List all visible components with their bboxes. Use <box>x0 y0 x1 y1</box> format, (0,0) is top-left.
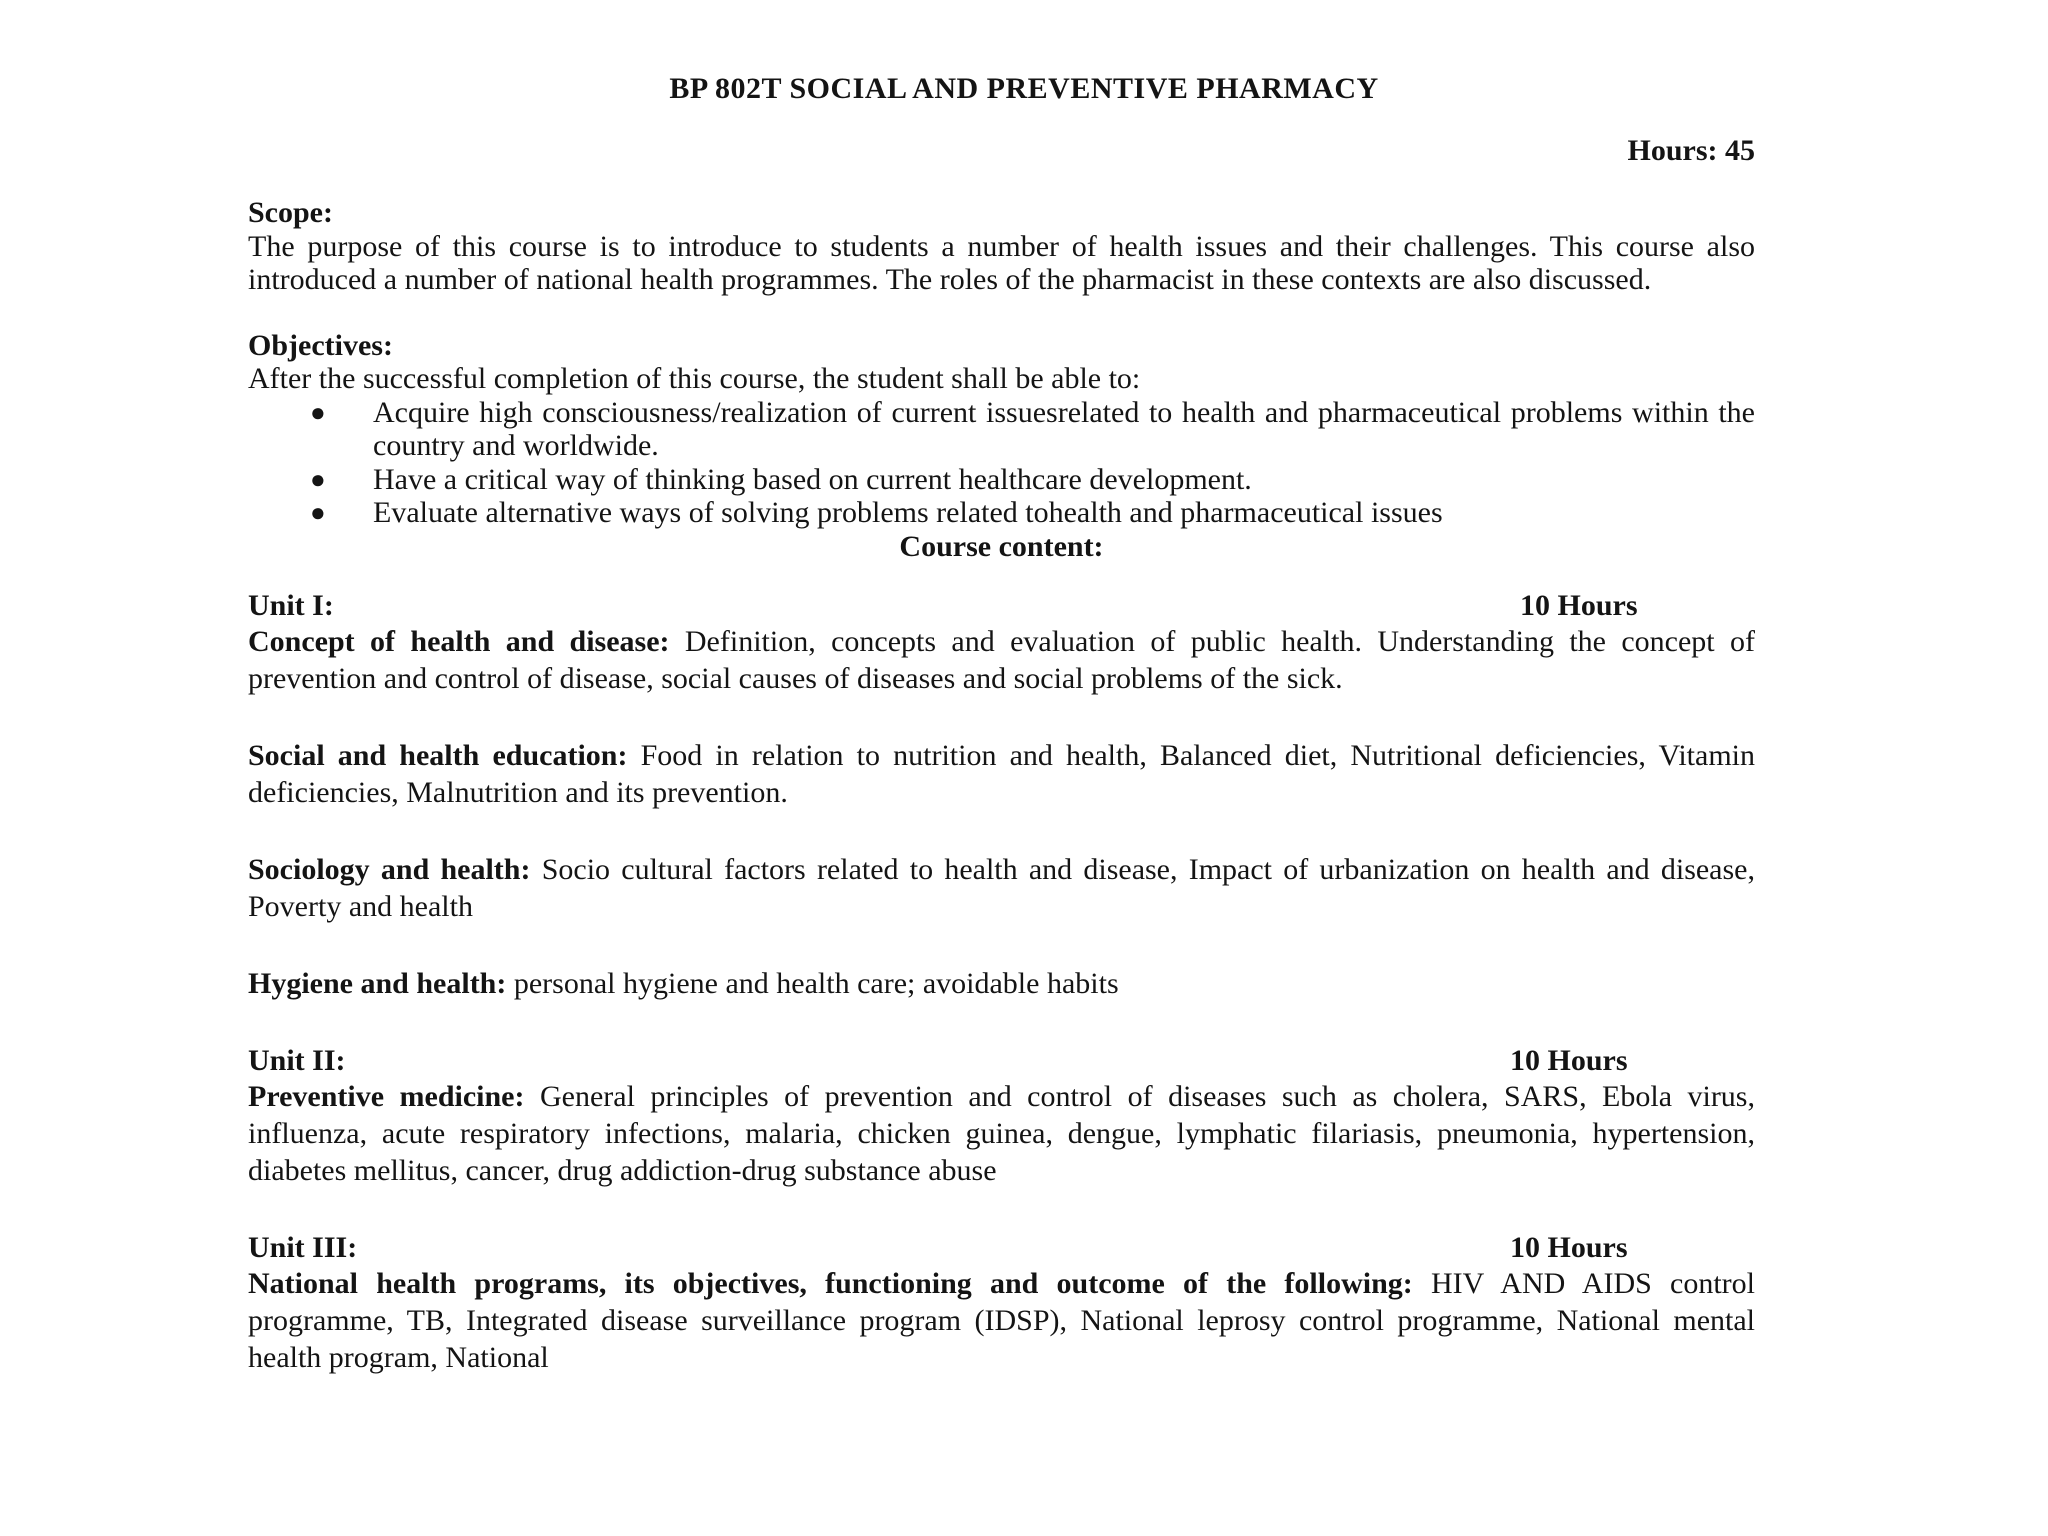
topic-text: HIV AND AIDS control programme, TB, Integrated disease surveillance program (IDSP), National leprosy control programme, National mental health program, National <box>248 1267 1756 1374</box>
scope-text: The purpose of this course is to introduce to students a number of health issues and their challenges. This course also introduced a number of national health programmes. The roles of the pharmacist in these contexts are also discussed. <box>248 229 1755 296</box>
unit-header <box>248 585 1755 623</box>
topic-lead: National health programs, its objectives, functioning and outcome of the following: <box>248 1267 1413 1300</box>
document-body <box>248 196 1755 1376</box>
unit-hours: 10 Hours <box>1520 589 1638 622</box>
objective-item <box>248 496 1755 530</box>
unit-hours: 10 Hours <box>1510 1231 1628 1264</box>
objectives-intro: After the successful completion of this course, the student shall be able to: <box>248 362 1141 395</box>
topic-paragraph <box>248 965 1755 1002</box>
topic-paragraph <box>248 1265 1755 1376</box>
scope-heading: Scope: <box>248 196 333 229</box>
document-title: BP 802T SOCIAL AND PREVENTIVE PHARMACY <box>669 72 1379 105</box>
objective-item <box>248 463 1755 497</box>
topic-lead: Sociology and health: <box>248 853 531 886</box>
topic-text: Definition, concepts and evaluation of public health. Understanding the concept of prevention and control of disease, social causes of diseases and social problems of the sick. <box>248 625 1755 695</box>
unit-label: Unit II: <box>248 1044 346 1077</box>
topic-text: General principles of prevention and control of diseases such as cholera, SARS, Ebola virus, influenza, acute respiratory infections, malaria, chicken guinea, dengue, lymphatic filariasis, pneumonia, hypertension, diabetes mellitus, cancer, drug addiction-drug substance abuse <box>248 1080 1755 1187</box>
objective-text: Evaluate alternative ways of solving problems related tohealth and pharmaceutical issues <box>373 496 1443 529</box>
total-hours: Hours: 45 <box>1627 134 1755 167</box>
unit-header <box>248 1227 1755 1265</box>
objective-text: Acquire high consciousness/realization of current issuesrelated to health and pharmaceutical problems within the country and worldwide. <box>373 395 1755 462</box>
course-content-heading: Course content: <box>899 529 1104 563</box>
unit-hours: 10 Hours <box>1510 1044 1628 1077</box>
topic-lead: Social and health education: <box>248 739 628 772</box>
topic-text: Socio cultural factors related to health and disease, Impact of urbanization on health and disease, Poverty and health <box>248 853 1755 923</box>
objective-text: Have a critical way of thinking based on current healthcare development. <box>373 462 1252 496</box>
unit-label: Unit I: <box>248 589 334 622</box>
objective-item <box>248 396 1755 463</box>
bullet-icon: ● <box>310 498 326 527</box>
objectives-list <box>248 396 1755 530</box>
topic-paragraph <box>248 1078 1755 1189</box>
unit-header <box>248 1040 1755 1078</box>
topic-paragraph <box>248 851 1755 925</box>
topic-text: personal hygiene and health care; avoidable habits <box>506 967 1119 1000</box>
topic-paragraph <box>248 623 1755 697</box>
objectives-heading: Objectives: <box>248 328 393 362</box>
topic-text: Food in relation to nutrition and health, Balanced diet, Nutritional deficiencies, Vitamin deficiencies, Malnutrition and its prevention. <box>248 739 1755 809</box>
bullet-icon: ● <box>310 397 326 427</box>
topic-lead: Hygiene and health: <box>248 967 507 1000</box>
bullet-icon: ● <box>310 464 326 494</box>
unit-label: Unit III: <box>248 1231 358 1264</box>
topic-lead: Preventive medicine: <box>248 1080 525 1113</box>
topic-lead: Concept of health and disease: <box>248 625 670 658</box>
topic-paragraph <box>248 737 1755 811</box>
